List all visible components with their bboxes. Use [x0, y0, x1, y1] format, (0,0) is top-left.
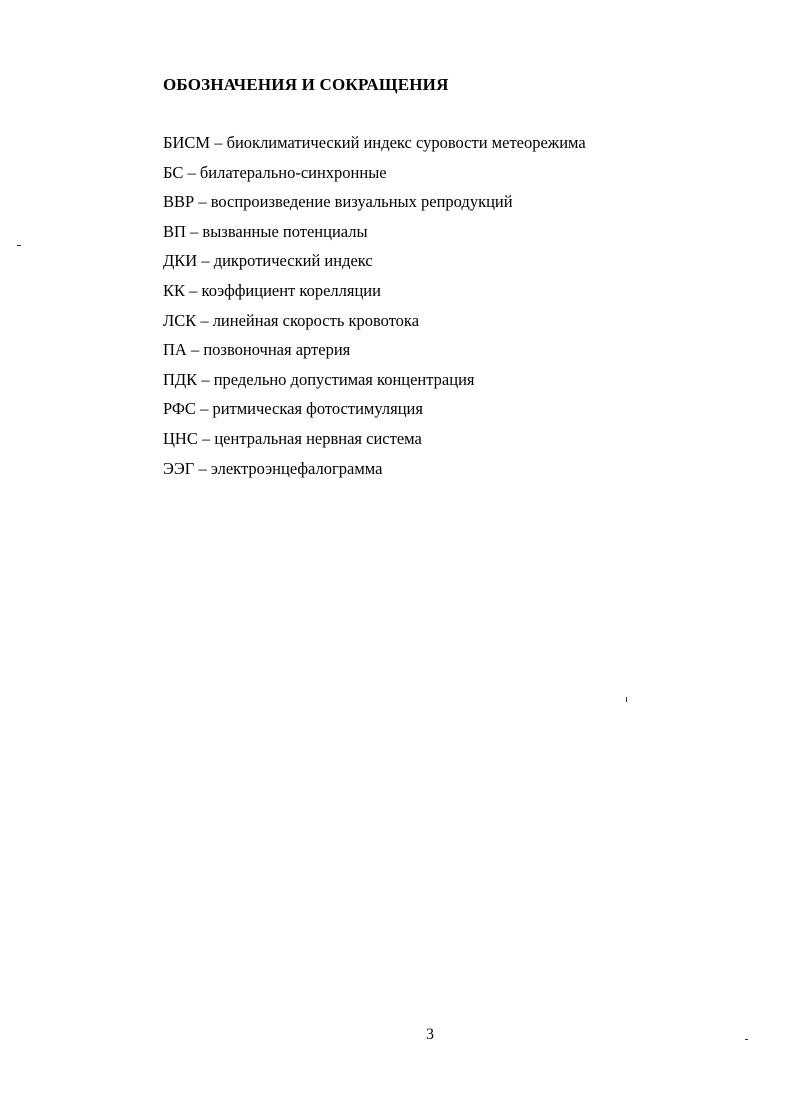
separator: – [183, 162, 200, 182]
abbreviation-term: РФС [163, 399, 196, 419]
abbreviation-term: ПА [163, 340, 187, 360]
scan-speck [17, 245, 21, 246]
scan-speck [626, 697, 627, 702]
abbreviation-definition: позвоночная артерия [203, 340, 351, 360]
list-item [163, 309, 586, 339]
list-item [163, 220, 586, 250]
list-item [163, 338, 586, 368]
page-title: ОБОЗНАЧЕНИЯ И СОКРАЩЕНИЯ [163, 75, 449, 94]
abbreviation-term: ВВР [163, 192, 195, 212]
abbreviation-list [163, 131, 586, 486]
list-item [163, 249, 586, 279]
list-item [163, 279, 586, 309]
list-item [163, 190, 586, 220]
abbreviation-definition: электроэнцефалограмма [210, 458, 383, 478]
separator: – [210, 133, 227, 152]
abbreviation-term: БИСМ [163, 133, 211, 152]
list-item [163, 368, 586, 398]
abbreviation-term: ЭЭГ [163, 458, 195, 478]
abbreviation-definition: воспроизведение визуальных репродукций [210, 192, 513, 212]
abbreviation-term: КК [163, 280, 186, 300]
separator: – [195, 399, 213, 419]
separator: – [186, 340, 204, 360]
abbreviation-definition: линейная скорость кровотока [212, 310, 420, 330]
abbreviation-term: ДКИ [163, 251, 198, 271]
abbreviation-term: ВП [163, 221, 186, 241]
abbreviation-definition: предельно допустимая концентрация [213, 369, 475, 389]
list-item [163, 131, 586, 161]
separator: – [197, 369, 214, 389]
separator: – [185, 221, 203, 241]
page-number: 3 [426, 1026, 434, 1043]
list-item [163, 397, 586, 427]
separator: – [194, 458, 211, 478]
abbreviation-term: ЛСК [163, 310, 197, 330]
separator: – [197, 251, 214, 271]
list-item [163, 427, 586, 457]
scan-speck [745, 1039, 748, 1040]
abbreviation-definition: ритмическая фотостимуляция [212, 399, 423, 419]
abbreviation-definition: центральная нервная система [214, 428, 422, 448]
separator: – [194, 192, 211, 212]
abbreviation-definition: дикротический индекс [213, 251, 373, 271]
abbreviation-definition: билатерально-синхронные [199, 162, 387, 182]
separator: – [185, 280, 202, 300]
separator: – [196, 310, 213, 330]
abbreviation-definition: биоклиматический индекс суровости метеорежима [226, 133, 586, 152]
separator: – [197, 428, 215, 448]
list-item [163, 161, 586, 191]
abbreviation-definition: вызванные потенциалы [202, 221, 368, 241]
abbreviation-term: ЦНС [163, 428, 198, 448]
abbreviation-term: ПДК [163, 369, 198, 389]
abbreviation-definition: коэффициент корелляции [201, 280, 381, 300]
abbreviation-term: БС [163, 162, 184, 182]
list-item [163, 457, 586, 487]
